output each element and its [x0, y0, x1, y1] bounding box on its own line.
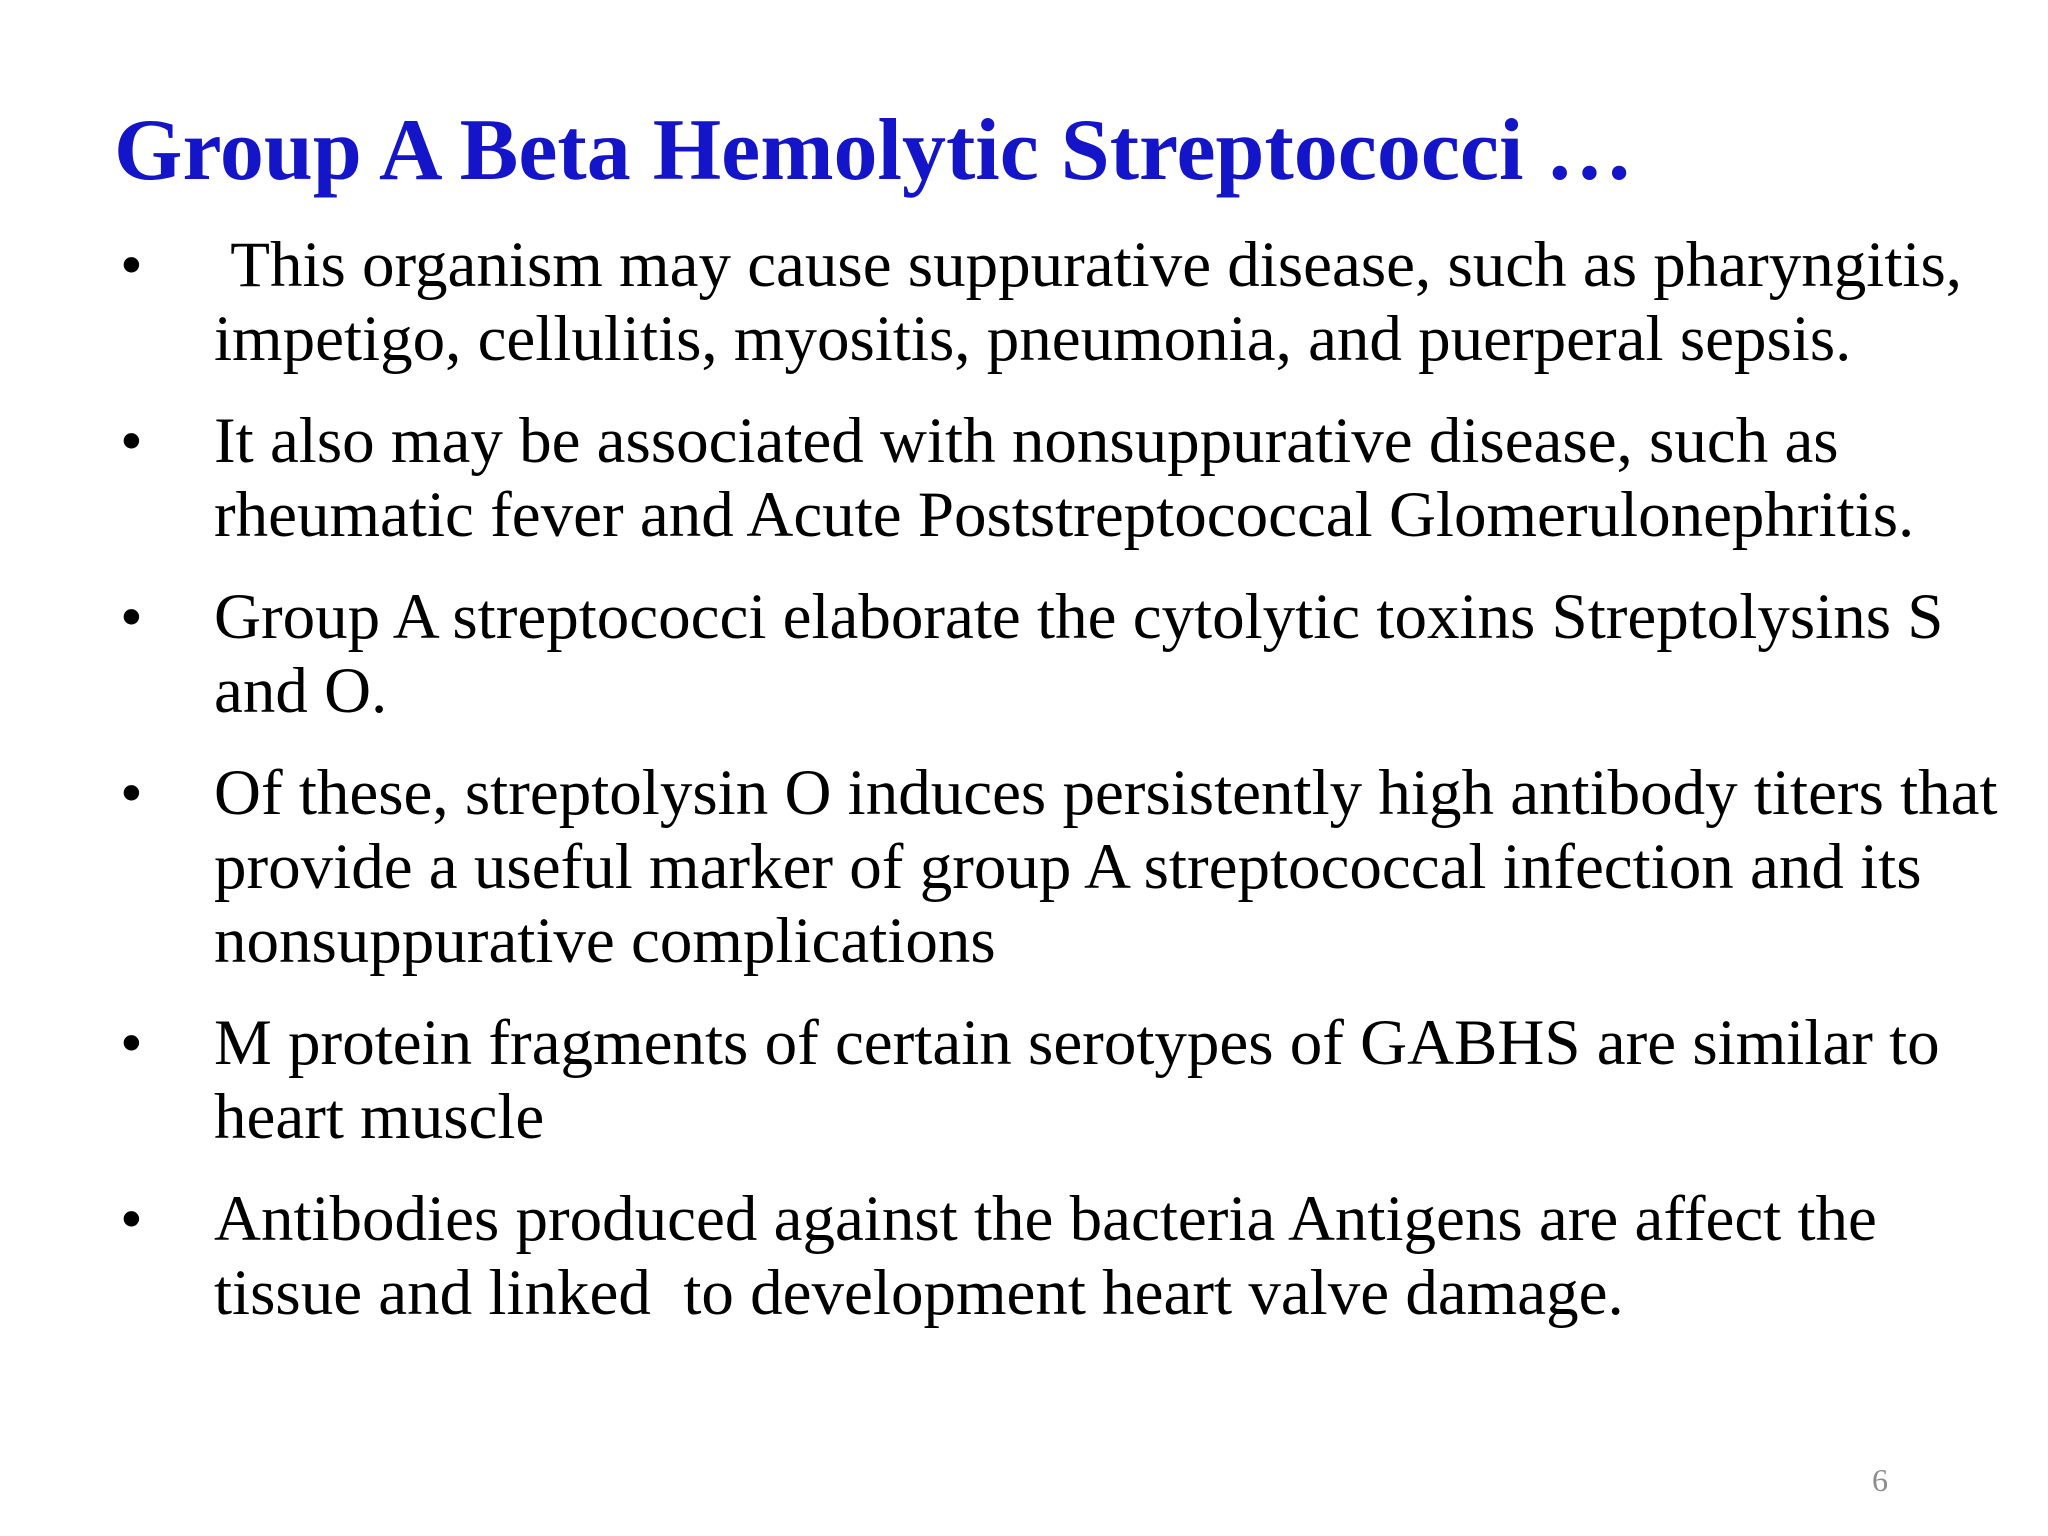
bullet-text: Antibodies produced against the bacteria Antigens are affect the tissue and linked to development heart valve damage. [214, 1183, 1894, 1329]
bullet-text: Of these, streptolysin O induces persistently high antibody titers that provide a useful marker of group A streptococcal infection and its nonsuppurative complications [214, 757, 2014, 977]
bullet-icon: • [120, 1183, 143, 1255]
page-number: 6 [1872, 1462, 1888, 1498]
bullet-icon: • [120, 757, 143, 829]
bullet-item [114, 228, 2014, 376]
bullet-item [114, 404, 2014, 552]
bullet-icon: • [120, 229, 143, 301]
bullet-text: It also may be associated with nonsuppurative disease, such as rheumatic fever and Acute Poststreptococcal Glomerulonephritis. [214, 405, 1915, 551]
bullet-text: Group A streptococci elaborate the cytolytic toxins Streptolysins S and O. [214, 581, 1960, 727]
bullet-list [114, 228, 2014, 1358]
bullet-item [114, 1006, 2014, 1154]
bullet-item [114, 1182, 2014, 1330]
bullet-item [114, 580, 2014, 728]
bullet-icon: • [120, 581, 143, 653]
bullet-icon: • [120, 1007, 143, 1079]
slide-title: Group A Beta Hemolytic Streptococci … [114, 102, 1634, 199]
bullet-icon: • [120, 405, 143, 477]
bullet-text: This organism may cause suppurative disease, such as pharyngitis, impetigo, cellulitis, myositis, pneumonia, and puerperal sepsis. [214, 229, 1979, 375]
bullet-item [114, 756, 2014, 978]
bullet-text: M protein fragments of certain serotypes of GABHS are similar to heart muscle [214, 1007, 1956, 1153]
